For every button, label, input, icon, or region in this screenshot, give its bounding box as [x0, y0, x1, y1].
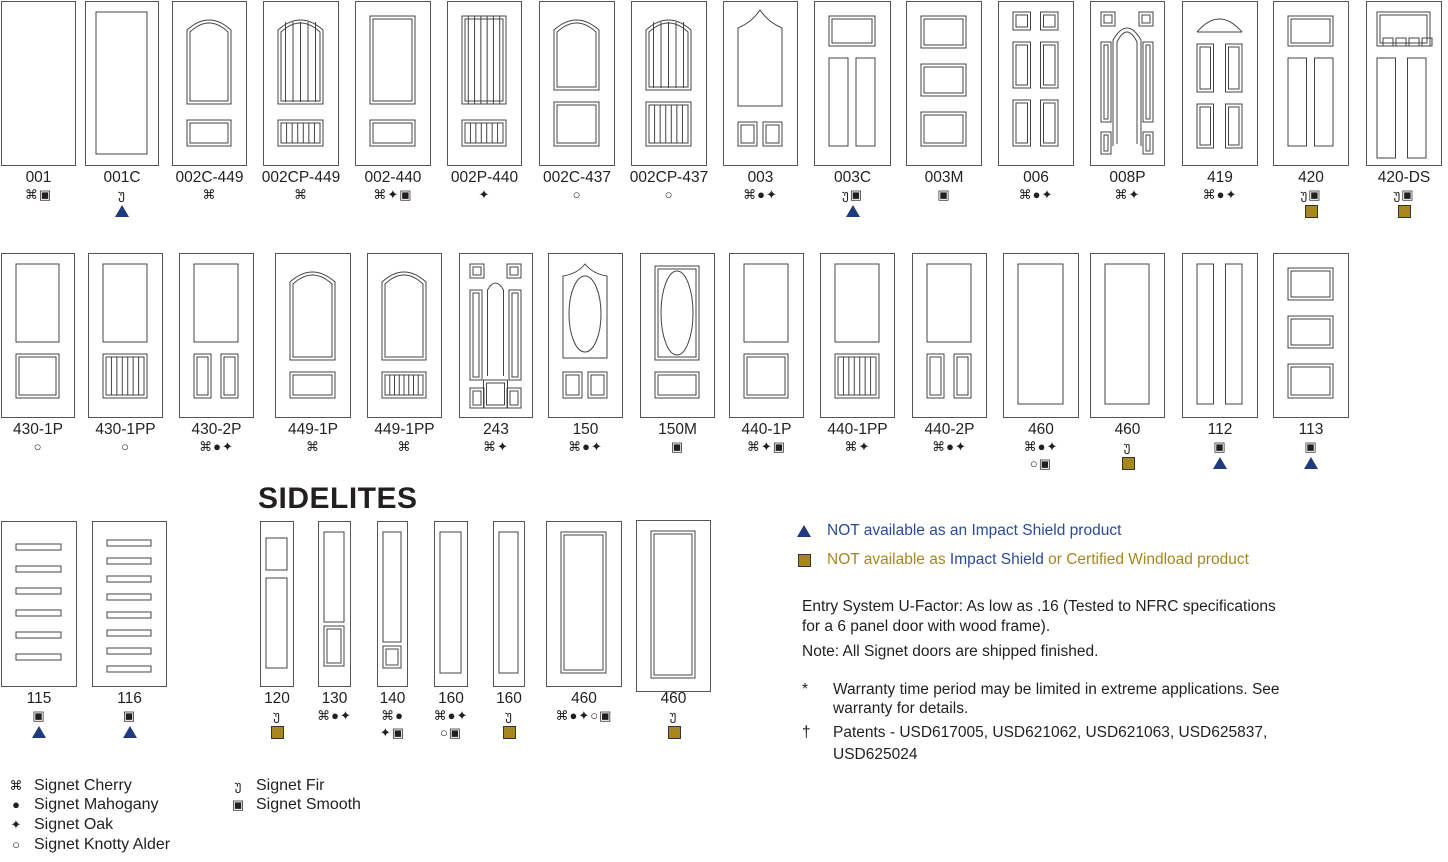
impact-triangle-icon	[846, 205, 860, 217]
door-drawing	[907, 2, 983, 167]
door-code: 440-2P	[924, 421, 975, 438]
door-drawing	[261, 522, 295, 688]
door-row2-12	[1090, 253, 1165, 418]
finish-symbols: ⌘✦	[1114, 187, 1141, 202]
alder-icon: ○	[12, 837, 20, 852]
finish-symbols: ⌘●✦○▣	[555, 708, 613, 723]
door-drawing	[435, 522, 469, 688]
door-row3-0	[1, 521, 77, 687]
patents-line-2: USD625024	[833, 746, 918, 763]
door-row2-2	[179, 253, 254, 418]
door-code: 440-1PP	[827, 421, 888, 438]
finish-symbols: ○▣	[1029, 456, 1053, 471]
windload-note-part3: or Certified Windload product	[1043, 551, 1249, 568]
finish-symbols: ✦	[478, 187, 491, 202]
door-drawing	[1274, 254, 1350, 419]
door-row1-9	[814, 1, 891, 166]
finish-symbols: ⌘✦▣	[746, 439, 787, 454]
door-code: 449-1P	[288, 421, 338, 438]
door-row2-1	[88, 253, 163, 418]
door-row2-7	[640, 253, 715, 418]
warranty-mark: *	[802, 681, 809, 698]
finish-symbols: ▣	[122, 708, 137, 723]
door-code: 160	[438, 690, 464, 707]
door-drawing	[2, 2, 77, 167]
door-code: 002C-437	[542, 169, 612, 186]
finish-symbols: ○▣	[439, 725, 463, 740]
door-code: 008P	[1109, 169, 1146, 186]
door-code: 002C-449	[175, 169, 244, 186]
door-drawing	[730, 254, 805, 419]
door-sidelites-1	[318, 521, 351, 687]
windload-square-icon	[1305, 205, 1318, 218]
door-code: 002CP-437	[629, 169, 709, 186]
door-drawing	[549, 254, 624, 419]
door-code: 460	[660, 690, 687, 707]
finish-symbols: უ	[505, 708, 513, 723]
door-drawing	[547, 522, 623, 688]
door-code: 460	[571, 690, 597, 707]
finished-note: Note: All Signet doors are shipped finished.	[802, 643, 1099, 660]
impact-triangle-icon	[1213, 457, 1227, 469]
door-code: 419	[1207, 169, 1233, 186]
door-row2-8	[729, 253, 804, 418]
door-drawing	[637, 521, 712, 693]
door-code: 420	[1298, 169, 1324, 186]
door-code: 112	[1207, 421, 1233, 438]
door-row1-15	[1366, 1, 1442, 166]
door-drawing	[276, 254, 352, 419]
finish-symbols: ▣	[670, 439, 685, 454]
finish-symbols: ⌘	[294, 187, 308, 202]
door-row1-6	[539, 1, 615, 166]
impact-triangle-icon	[1304, 457, 1318, 469]
finish-symbols: ⌘	[202, 187, 217, 202]
door-drawing	[264, 2, 340, 167]
door-drawing	[494, 522, 526, 688]
finish-symbols: ▣	[1213, 439, 1227, 454]
door-row2-9	[820, 253, 895, 418]
impact-triangle-icon	[123, 726, 137, 738]
door-code: 003C	[833, 169, 872, 186]
door-drawing	[913, 254, 988, 419]
door-row2-4	[367, 253, 442, 418]
door-row1-7	[631, 1, 707, 166]
finish-symbols: უ▣	[841, 187, 864, 202]
door-drawing	[815, 2, 892, 167]
door-drawing	[89, 254, 164, 419]
door-row1-8	[723, 1, 798, 166]
door-drawing	[632, 2, 708, 167]
windload-square-icon	[1122, 457, 1135, 470]
windload-note	[827, 550, 1249, 570]
ufactor-line-2: for a 6 panel door with wood frame).	[802, 618, 1051, 635]
door-drawing	[1004, 254, 1080, 419]
door-code: 460	[1114, 421, 1141, 438]
door-sidelites-4	[493, 521, 525, 687]
finish-symbols: ⌘	[397, 439, 412, 454]
door-code: 002P-440	[450, 169, 519, 186]
finish-symbols: ✦▣	[379, 725, 406, 740]
finish-symbols: ⌘●✦	[743, 187, 778, 202]
sidelites-heading: SIDELITES	[258, 482, 418, 515]
finish-symbols: ▣	[32, 708, 46, 723]
finish-symbols: ○	[33, 439, 43, 454]
door-row1-12	[1090, 1, 1165, 166]
door-row1-1	[85, 1, 159, 166]
door-row2-10	[912, 253, 987, 418]
door-code: 430-1P	[13, 421, 63, 438]
door-row2-13	[1182, 253, 1258, 418]
door-row2-0	[1, 253, 75, 418]
door-drawing	[319, 522, 352, 688]
windload-square-icon	[668, 726, 681, 739]
door-sidelites-0	[260, 521, 294, 687]
door-row1-3	[263, 1, 339, 166]
door-code: 440-1P	[741, 421, 792, 438]
finish-symbols: ⌘●✦	[199, 439, 234, 454]
door-code: 150M	[658, 421, 697, 438]
door-code: 460	[1028, 421, 1054, 438]
door-row3-1	[92, 521, 167, 687]
door-drawing	[2, 254, 76, 419]
smooth-icon: ▣	[231, 797, 245, 812]
finish-symbols: ⌘✦	[483, 439, 509, 454]
windload-square-icon	[1398, 205, 1411, 218]
door-drawing	[1183, 254, 1259, 419]
finish-symbols: ⌘●✦	[932, 439, 967, 454]
door-code: 430-1PP	[95, 421, 156, 438]
mahogany-icon: ●	[12, 797, 20, 812]
door-drawing	[180, 254, 255, 419]
door-drawing	[173, 2, 248, 167]
door-code: 003M	[924, 169, 964, 186]
door-code: 140	[379, 690, 406, 707]
door-drawing	[999, 2, 1075, 167]
finish-symbols: ⌘✦	[844, 439, 871, 454]
windload-square-icon	[503, 726, 516, 739]
door-drawing	[93, 522, 168, 688]
finish-symbols: უ	[118, 187, 126, 202]
door-drawing	[368, 254, 443, 419]
door-code: 120	[264, 690, 290, 707]
legend-oak	[6, 815, 113, 834]
door-row1-14	[1273, 1, 1349, 166]
door-drawing	[460, 254, 534, 419]
door-row2-3	[275, 253, 351, 418]
door-drawing	[86, 2, 160, 167]
door-code: 243	[483, 421, 509, 438]
impact-triangle-icon	[115, 205, 129, 217]
door-drawing	[540, 2, 616, 167]
finish-symbols: ⌘✦▣	[373, 187, 413, 202]
fir-icon: უ	[234, 778, 242, 793]
legend-smooth	[228, 795, 361, 814]
door-sidelites-3	[434, 521, 468, 687]
legend-mahogany	[6, 795, 159, 814]
door-row1-0	[1, 1, 76, 166]
door-drawing	[2, 522, 78, 688]
finish-symbols: ⌘●✦	[433, 708, 469, 723]
windload-square-icon	[271, 726, 284, 739]
finish-symbols: ▣	[937, 187, 951, 202]
door-drawing	[378, 522, 409, 688]
door-row2-6	[548, 253, 623, 418]
door-row1-11	[998, 1, 1074, 166]
finish-symbols: ⌘▣	[24, 187, 53, 202]
door-code: 130	[321, 690, 348, 707]
legend-label: Signet Knotty Alder	[34, 836, 171, 853]
finish-symbols: ⌘●	[381, 708, 404, 723]
finish-symbols: უ	[669, 708, 678, 723]
door-drawing	[1091, 2, 1166, 167]
door-code: 116	[117, 690, 142, 707]
ufactor-line-1: Entry System U-Factor: As low as .16 (Tested to NFRC specifications	[802, 598, 1276, 615]
finish-symbols: ⌘	[306, 439, 320, 454]
legend-fir	[228, 776, 324, 795]
windload-square-icon	[798, 554, 811, 567]
door-sidelites-6	[636, 520, 711, 692]
door-drawing	[641, 254, 716, 419]
finish-symbols: ⌘●✦	[1023, 439, 1059, 454]
legend-cherry	[6, 776, 132, 795]
windload-note-part2: Impact Shield	[949, 551, 1044, 568]
door-drawing	[1274, 2, 1350, 167]
door-drawing	[1091, 254, 1166, 419]
door-drawing	[821, 254, 896, 419]
door-code: 001C	[103, 169, 141, 186]
door-drawing	[724, 2, 799, 167]
door-code: 001	[25, 169, 52, 186]
door-code: 115	[26, 690, 52, 707]
door-row1-5	[447, 1, 522, 166]
door-row1-2	[172, 1, 247, 166]
door-row2-5	[459, 253, 533, 418]
legend-label: Signet Fir	[256, 777, 325, 794]
door-sidelites-2	[377, 521, 408, 687]
door-row1-10	[906, 1, 982, 166]
door-row1-13	[1182, 1, 1258, 166]
cherry-icon: ⌘	[9, 778, 23, 793]
door-drawing	[356, 2, 432, 167]
door-code: 430-2P	[191, 421, 242, 438]
finish-symbols: ▣	[1304, 439, 1318, 454]
oak-icon: ✦	[10, 817, 22, 832]
warranty-line-1: Warranty time period may be limited in extreme applications. See	[833, 681, 1280, 698]
impact-triangle-icon	[797, 525, 811, 537]
legend-label: Signet Smooth	[256, 796, 361, 813]
door-drawing	[1367, 2, 1443, 167]
door-code: 002-440	[364, 169, 422, 186]
door-code: 006	[1023, 169, 1049, 186]
finish-symbols: უ	[1123, 439, 1132, 454]
finish-symbols: ○	[121, 439, 130, 454]
impact-triangle-icon	[32, 726, 46, 738]
windload-note-part1: NOT available as	[827, 551, 950, 568]
door-code: 449-1PP	[374, 421, 435, 438]
door-code: 002CP-449	[261, 169, 341, 186]
door-row1-4	[355, 1, 431, 166]
finish-symbols: ⌘●✦	[1202, 187, 1238, 202]
warranty-line-2: warranty for details.	[833, 700, 969, 717]
patents-mark: †	[802, 724, 811, 741]
door-row2-11	[1003, 253, 1079, 418]
door-code: 150	[572, 421, 599, 438]
door-code: 003	[747, 169, 774, 186]
finish-symbols: ⌘●✦	[317, 708, 352, 723]
door-drawing	[1183, 2, 1259, 167]
door-sidelites-5	[546, 521, 622, 687]
door-code: 160	[496, 690, 522, 707]
legend-label: Signet Oak	[34, 816, 114, 833]
legend-alder	[6, 835, 170, 854]
legend-label: Signet Cherry	[34, 777, 132, 794]
legend-label: Signet Mahogany	[34, 796, 159, 813]
finish-symbols: ○	[572, 187, 582, 202]
door-drawing	[448, 2, 523, 167]
impact-note: NOT available as an Impact Shield product	[827, 522, 1122, 539]
finish-symbols: ⌘●✦	[568, 439, 603, 454]
finish-symbols: უ▣	[1393, 187, 1415, 202]
door-code: 420-DS	[1377, 169, 1431, 186]
door-code: 113	[1298, 421, 1324, 438]
patents-line-1: Patents - USD617005, USD621062, USD621063, USD625837,	[833, 724, 1268, 741]
finish-symbols: ○	[664, 187, 674, 202]
finish-symbols: უ▣	[1300, 187, 1322, 202]
door-row2-14	[1273, 253, 1349, 418]
finish-symbols: ⌘●✦	[1018, 187, 1054, 202]
finish-symbols: უ	[273, 708, 281, 723]
